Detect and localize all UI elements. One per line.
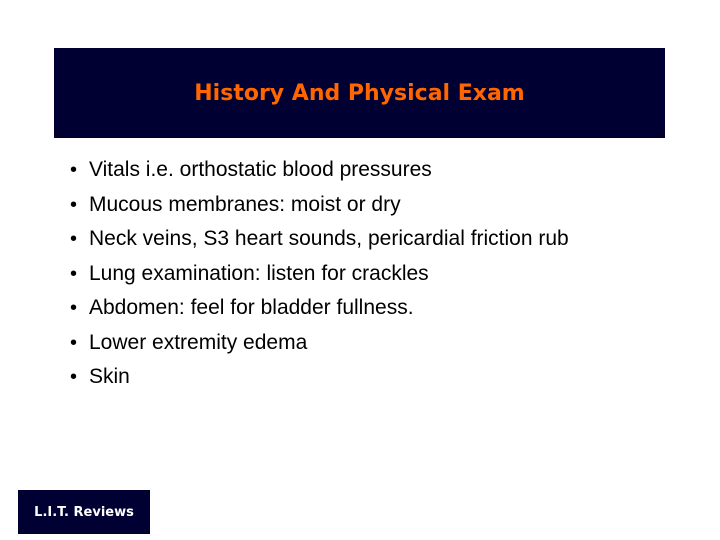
bullet-item: [70, 296, 690, 331]
bullet-item: [70, 331, 690, 366]
bullet-marker: •: [70, 331, 78, 354]
bullet-marker: •: [70, 193, 78, 216]
bullet-list: [70, 158, 690, 400]
bullet-text: Vitals i.e. orthostatic blood pressures: [89, 158, 432, 181]
bullet-item: [70, 158, 690, 193]
bullet-text: Neck veins, S3 heart sounds, pericardial friction rub: [89, 227, 569, 250]
bullet-marker: •: [70, 297, 78, 319]
bullet-marker: •: [70, 262, 78, 285]
bullet-text: Skin: [89, 365, 130, 388]
bullet-item: [70, 227, 690, 262]
bullet-marker: •: [70, 366, 78, 388]
footer-label: L.I.T. Reviews: [34, 504, 134, 520]
bullet-marker: •: [70, 159, 78, 181]
slide-title: History And Physical Exam: [194, 80, 525, 106]
bullet-text: Lower extremity edema: [89, 330, 308, 354]
bullet-item: [70, 365, 690, 400]
bullet-text: Lung examination: listen for crackles: [89, 261, 429, 285]
footer-badge: [18, 490, 150, 534]
bullet-text: Abdomen: feel for bladder fullness.: [89, 296, 414, 319]
bullet-marker: •: [70, 228, 78, 250]
title-banner: [54, 48, 665, 138]
bullet-item: [70, 262, 690, 297]
bullet-text: Mucous membranes: moist or dry: [89, 192, 401, 216]
bullet-item: [70, 193, 690, 228]
